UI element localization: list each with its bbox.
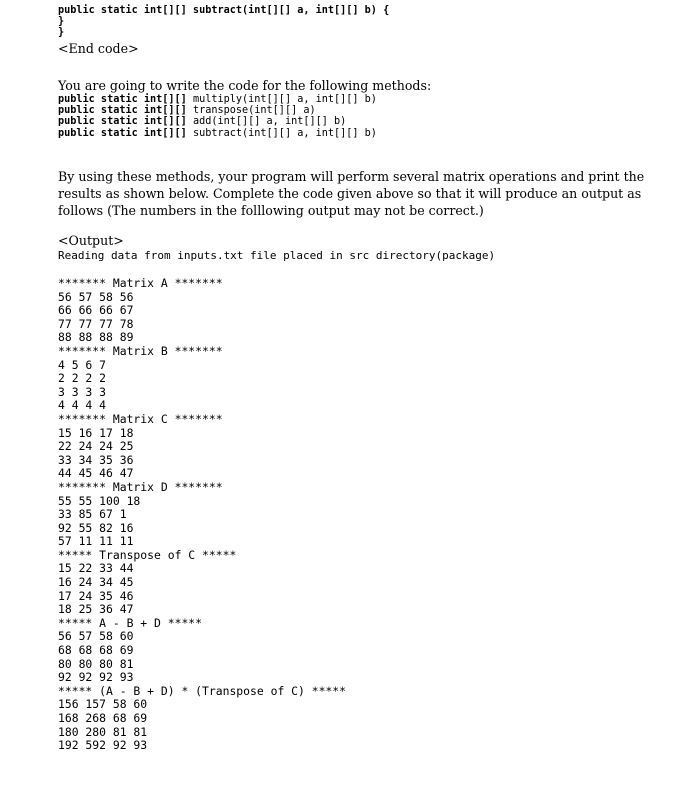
output-matrix-row: 68 68 68 69	[58, 643, 134, 658]
output-matrix-row: 57 11 11 11	[58, 534, 134, 549]
program-output	[58, 277, 346, 753]
output-matrix-row: 15 16 17 18	[58, 425, 134, 440]
output-matrix-row: 33 85 67 1	[58, 507, 127, 522]
output-matrix-row: 16 24 34 45	[58, 575, 134, 590]
output-matrix-row: 192 592 92 93	[58, 738, 148, 753]
output-matrix-row: 3 3 3 3	[58, 384, 107, 399]
instructions-paragraph: By using these methods, your program will perform several matrix operations and print the results as shown below. Complete the code given above so that it will produce an output as follows (The numbers in the folllowing output may not be correct.)	[58, 169, 645, 218]
output-matrix-row: 66 66 66 67	[58, 303, 134, 318]
output-matrix-row: 56 57 58 60	[58, 629, 134, 644]
output-matrix-row: 22 24 24 25	[58, 439, 134, 454]
output-header-line: ***** Transpose of C *****	[58, 547, 237, 562]
output-header-line: ***** A - B + D *****	[58, 615, 203, 630]
output-matrix-row: 4 5 6 7	[58, 357, 107, 372]
code-line-subtract: public static int[][] subtract(int[][] a, int[][] b) {	[58, 5, 390, 16]
output-matrix-row: 168 268 68 69	[58, 711, 148, 725]
code-line-brace: }	[58, 27, 65, 38]
output-header-line: ******* Matrix B *******	[58, 343, 223, 358]
output-header-line: ******* Matrix D *******	[58, 479, 223, 494]
end-code-marker: <End code>	[58, 41, 139, 56]
method-signature: public static int[][] add(int[][] a, int[][] b)	[58, 116, 347, 127]
output-header-line: ***** (A - B + D) * (Transpose of C) *****	[58, 683, 347, 698]
output-matrix-row: 92 92 92 93	[58, 670, 134, 685]
output-matrix-row: 77 77 77 78	[58, 316, 134, 331]
output-label: <Output>	[58, 233, 124, 248]
output-header-line: ******* Matrix A *******	[58, 276, 223, 290]
intro-text: You are going to write the code for the following methods:	[58, 78, 432, 93]
output-matrix-row: 88 88 88 89	[58, 330, 134, 345]
output-matrix-row: 33 34 35 36	[58, 452, 134, 467]
output-matrix-row: 56 57 58 56	[58, 289, 134, 304]
output-matrix-row: 15 22 33 44	[58, 561, 134, 576]
method-signature: public static int[][] transpose(int[][] a)	[58, 105, 316, 116]
output-matrix-row: 55 55 100 18	[58, 493, 141, 508]
output-matrix-row: 4 4 4 4	[58, 398, 107, 413]
output-matrix-row: 80 80 80 81	[58, 656, 134, 671]
output-matrix-row: 17 24 35 46	[58, 588, 134, 603]
method-signature: public static int[][] subtract(int[][] a, int[][] b)	[58, 128, 377, 139]
output-matrix-row: 92 55 82 16	[58, 520, 134, 535]
method-signature: public static int[][] multiply(int[][] a, int[][] b)	[58, 94, 377, 105]
output-matrix-row: 156 157 58 60	[58, 697, 148, 712]
output-header-line: ******* Matrix C *******	[58, 411, 223, 426]
code-line-brace: }	[58, 16, 65, 27]
output-matrix-row: 2 2 2 2	[58, 371, 107, 386]
output-matrix-row: 44 45 46 47	[58, 466, 134, 481]
reading-line: Reading data from inputs.txt file placed in src directory(package)	[58, 249, 496, 262]
output-matrix-row: 18 25 36 47	[58, 602, 134, 617]
output-matrix-row: 180 280 81 81	[58, 724, 148, 739]
